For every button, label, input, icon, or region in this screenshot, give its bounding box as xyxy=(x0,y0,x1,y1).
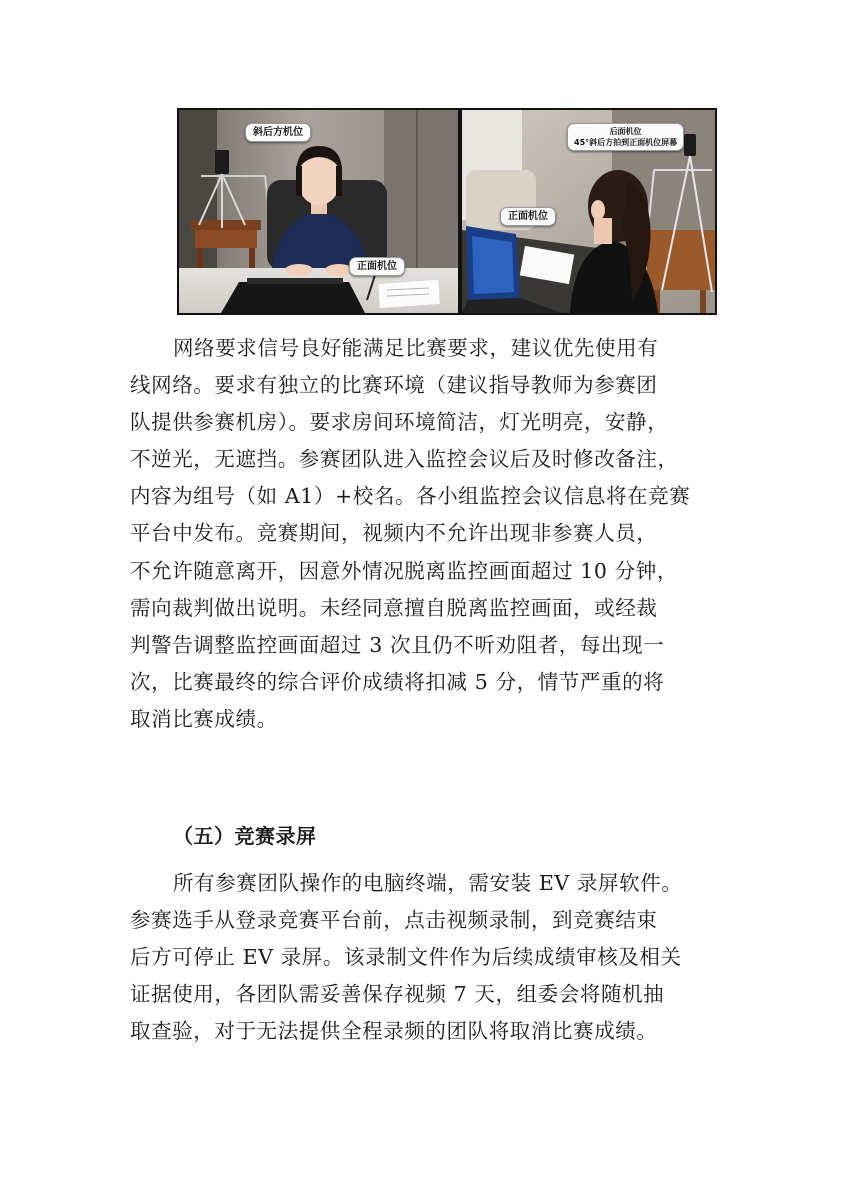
paragraph-line: 内容为组号（如 A1）+校名。各小组监控会议信息将在竞赛 xyxy=(130,484,691,509)
section-heading-screen-recording: （五）竞赛录屏 xyxy=(173,824,317,848)
label-rear-camera-line1: 后面机位 xyxy=(609,127,642,136)
paragraph-line: 参赛选手从登录竞赛平台前，点击视频录制，到竞赛结束 xyxy=(130,908,658,933)
photo-front-view xyxy=(179,110,458,313)
paragraph-line: 不逆光，无遮挡。参赛团队进入监控会议后及时修改备注， xyxy=(130,447,679,472)
paragraph-line: 需向裁判做出说明。未经同意擅自脱离监控画面，或经裁 xyxy=(130,595,658,620)
label-front-camera: 正面机位 xyxy=(349,257,405,276)
paragraph-network-requirements xyxy=(130,330,720,738)
paragraph-line: 取查验，对于无法提供全程录频的团队将取消比赛成绩。 xyxy=(130,1019,658,1044)
paragraph-line: 次，比赛最终的综合评价成绩将扣减 5 分，情节严重的将 xyxy=(130,669,665,694)
paragraph-line: 网络要求信号良好能满足比赛要求，建议优先使用有 xyxy=(173,336,659,360)
label-rear-camera-line2: 45°斜后方拍到正面机位屏幕 xyxy=(574,138,678,147)
paragraph-screen-recording xyxy=(130,865,720,1050)
label-rear-camera xyxy=(567,123,684,151)
label-front-camera-rear-view: 正面机位 xyxy=(500,207,556,226)
photo-front-view-drawing xyxy=(179,110,458,313)
camera-setup-figure xyxy=(177,108,717,315)
paragraph-line: 后方可停止 EV 录屏。该录制文件作为后续成绩审核及相关 xyxy=(130,945,682,970)
photo-rear-view xyxy=(462,110,715,313)
paragraph-line: 证据使用，各团队需妥善保存视频 7 天，组委会将随机抽 xyxy=(130,982,665,1007)
paragraph-line: 判警告调整监控画面超过 3 次且仍不听劝阻者，每出现一 xyxy=(130,632,665,657)
paragraph-line: 平台中发布。竞赛期间，视频内不允许出现非参赛人员， xyxy=(130,521,658,546)
paragraph-line: 线网络。要求有独立的比赛环境（建议指导教师为参赛团 xyxy=(130,373,658,398)
label-diagonal-rear-camera: 斜后方机位 xyxy=(245,123,311,142)
paragraph-line: 队提供参赛机房）。要求房间环境简洁，灯光明亮，安静， xyxy=(130,410,669,435)
paragraph-line: 所有参赛团队操作的电脑终端，需安装 EV 录屏软件。 xyxy=(173,871,683,895)
paragraph-line: 取消比赛成绩。 xyxy=(130,706,278,731)
paragraph-line: 不允许随意离开，因意外情况脱离监控画面超过 10 分钟， xyxy=(130,558,678,583)
